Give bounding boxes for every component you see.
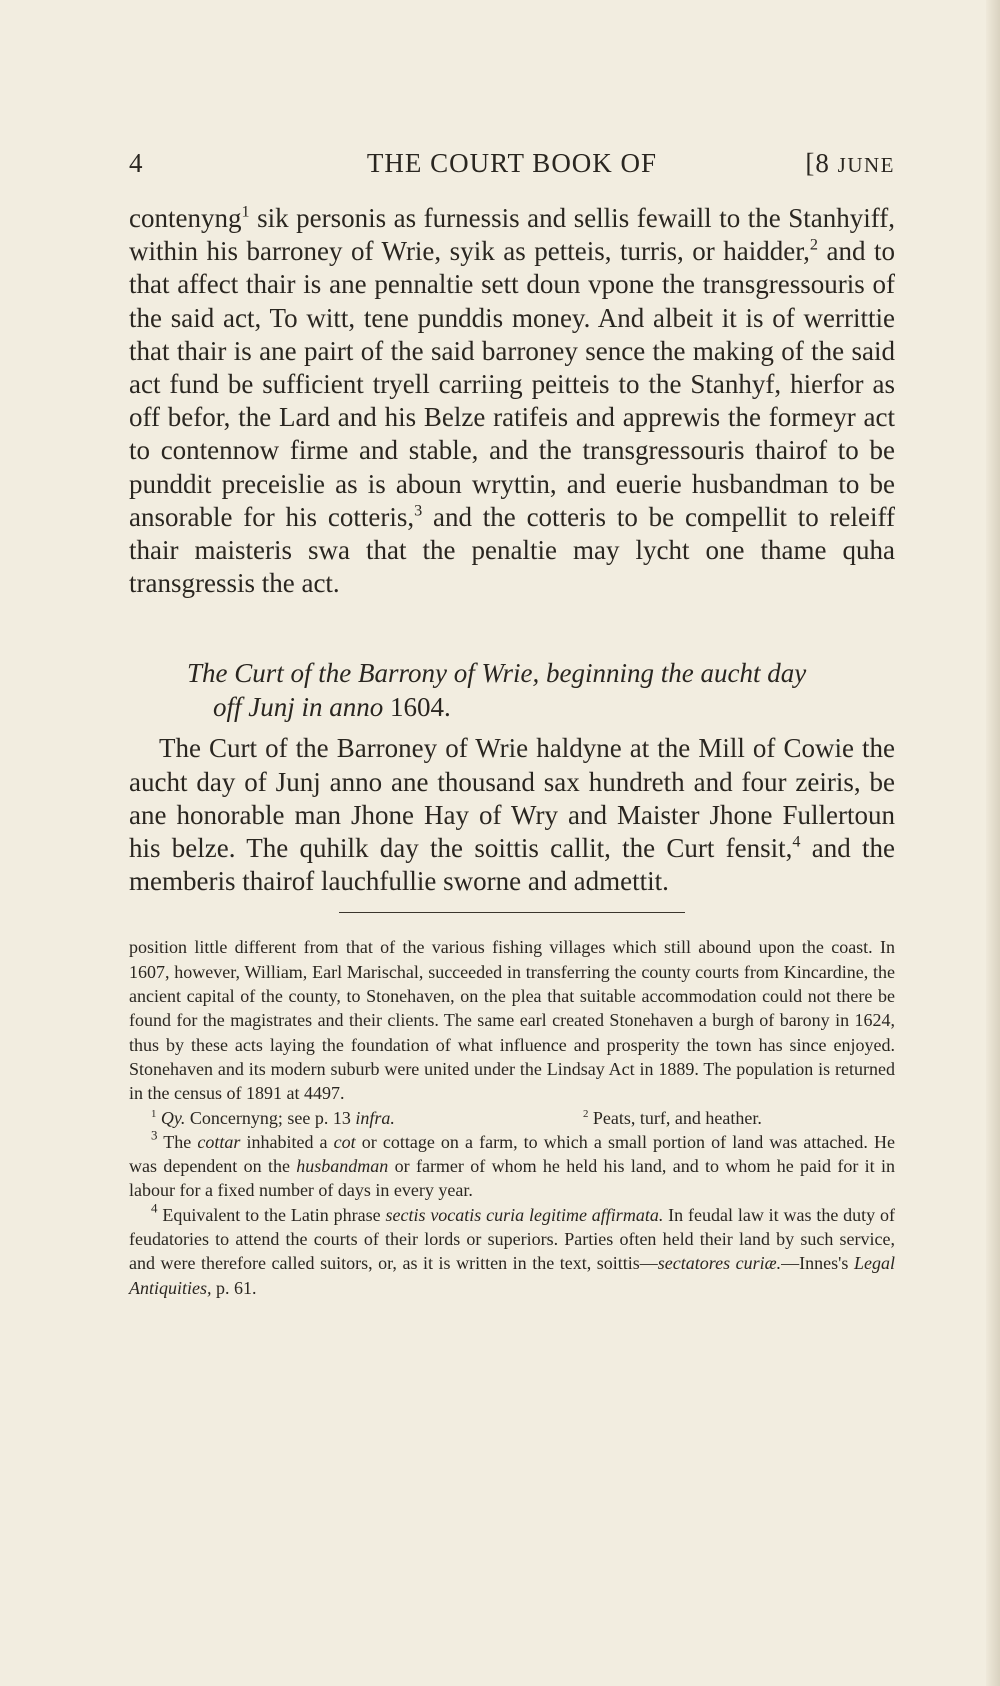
text-run: The xyxy=(157,1131,198,1152)
page-edge xyxy=(986,0,1000,1686)
footnote-continued: position little different from that of the various fishing villages which still abound upon the coast. In 1607, however, William, Earl Marischal, succeeded in transferring the county courts from Kincardine, the ancient capital of the county, to Stonehaven, on the plea that suitable accommodation could not there be found for the magistrates and their clients. The same earl created Stonehaven a burgh of barony in 1624, thus by these acts laying the foundation of what influence and prosperity the town has since enjoyed. Stonehaven and its modern suburb were united under the Lindsay Act in 1889. The population is returned in the census of 1891 at 4497. xyxy=(129,937,895,1104)
date-prefix: [8 xyxy=(805,148,830,178)
text-run: contenyng xyxy=(129,203,242,233)
footnote-1 xyxy=(151,1106,583,1130)
main-text xyxy=(129,202,895,898)
paragraph-1 xyxy=(129,202,895,600)
heading-line: The Curt of the Barrony of Wrie, beginning the aucht day xyxy=(187,658,807,689)
heading-year: 1604. xyxy=(390,692,451,723)
text-run: Concernyng; see p. 13 xyxy=(185,1107,356,1128)
footnotes xyxy=(129,935,895,1299)
footnote-2 xyxy=(583,1106,895,1130)
footnote-number: 2 xyxy=(583,1107,589,1120)
book-page xyxy=(129,148,895,1300)
text-run: and the cotteris to be compellit to releiff thair maisteris swa that the penaltie may lycht one thame quha transgressis the act. xyxy=(129,501,896,599)
footnote-row xyxy=(129,1106,895,1130)
italic-text: sectis vocatis curia legitime affirmata. xyxy=(385,1204,664,1225)
page-number: 4 xyxy=(129,148,144,178)
text-run: —Innes's xyxy=(781,1253,854,1274)
section-heading xyxy=(129,656,895,724)
running-title: THE COURT BOOK OF xyxy=(366,148,658,178)
heading-text: off Junj in anno xyxy=(213,692,384,723)
footnote-number: 1 xyxy=(151,1107,157,1120)
text-run: sik personis as furnessis and sellis fewaill to the Stanhyiff, within his barroney of Wrie, syik as petteis, turris, or haidder, xyxy=(129,203,895,267)
italic-text: sectatores curiæ. xyxy=(657,1253,782,1274)
footnote-rule xyxy=(339,912,685,913)
footnote-number: 4 xyxy=(151,1200,158,1216)
date-month: JUNE xyxy=(837,153,895,177)
text-run: and the memberis thairof lauchfullie sworne and admettit. xyxy=(129,833,895,897)
footnote-number: 3 xyxy=(151,1127,158,1143)
footnote-ref: 4 xyxy=(792,832,801,851)
italic-text: infra. xyxy=(355,1107,395,1128)
italic-text: husbandman xyxy=(296,1156,389,1177)
text-run: Peats, turf, and heather. xyxy=(588,1107,762,1128)
italic-text: cottar xyxy=(197,1131,241,1152)
text-run: inhabited a xyxy=(240,1131,334,1152)
text-run: or farmer of whom he held his land, and to whom he paid for it in labour for a fixed number of days in every year. xyxy=(129,1156,895,1201)
footnote-ref: 1 xyxy=(241,202,250,221)
text-run: In feudal law it was the duty of feudatories to attend the courts of their lords or superiors. Parties often held their land by such service, and were therefore called suitors, or, as it is written in the text, soittis— xyxy=(129,1204,896,1274)
footnote-4 xyxy=(129,1200,896,1300)
italic-text: cot xyxy=(333,1131,356,1152)
text-run: and to that affect thair is ane pennaltie sett doun vpone the transgressouris of the said act, To witt, tene punddis money. And albeit it is of werrittie that thair is ane pairt of the said barroney sence the making of the said act fund be sufficient tryell carriing peitteis to the Stanhyf, hierfor as off befor, the Lard and his Belze ratifeis and apprewis the formeyr act to contennow firme and stable, and the transgressouris thairof to be punddit preceislie as is aboun wryttin, and euerie husbandman to be ansorable for his cotteris, xyxy=(129,236,895,532)
paragraph-2 xyxy=(129,732,895,898)
footnote-ref: 2 xyxy=(809,235,818,254)
heading-line xyxy=(187,690,895,724)
footnote-3 xyxy=(129,1127,895,1203)
text-run: Equivalent to the Latin phrase xyxy=(157,1204,386,1225)
running-date xyxy=(805,148,895,179)
text-run: or cottage on a farm, to which a small portion of land was attached. He was dependent on the xyxy=(129,1131,895,1177)
running-head xyxy=(129,148,895,188)
text-run: The Curt of the Barroney of Wrie haldyne at the Mill of Cowie the aucht day of Junj anno ane thousand sax hundreth and four zeiris, be ane honorable man Jhone Hay of Wry and Maister Jhone Fullertoun his belze. The quhilk day the soittis callit, the Curt fensit, xyxy=(129,733,895,864)
text-run: p. 61. xyxy=(211,1277,257,1298)
italic-text: Legal Antiquities, xyxy=(129,1253,895,1298)
footnote-ref: 3 xyxy=(414,501,423,520)
italic-text: Qy. xyxy=(160,1107,186,1128)
